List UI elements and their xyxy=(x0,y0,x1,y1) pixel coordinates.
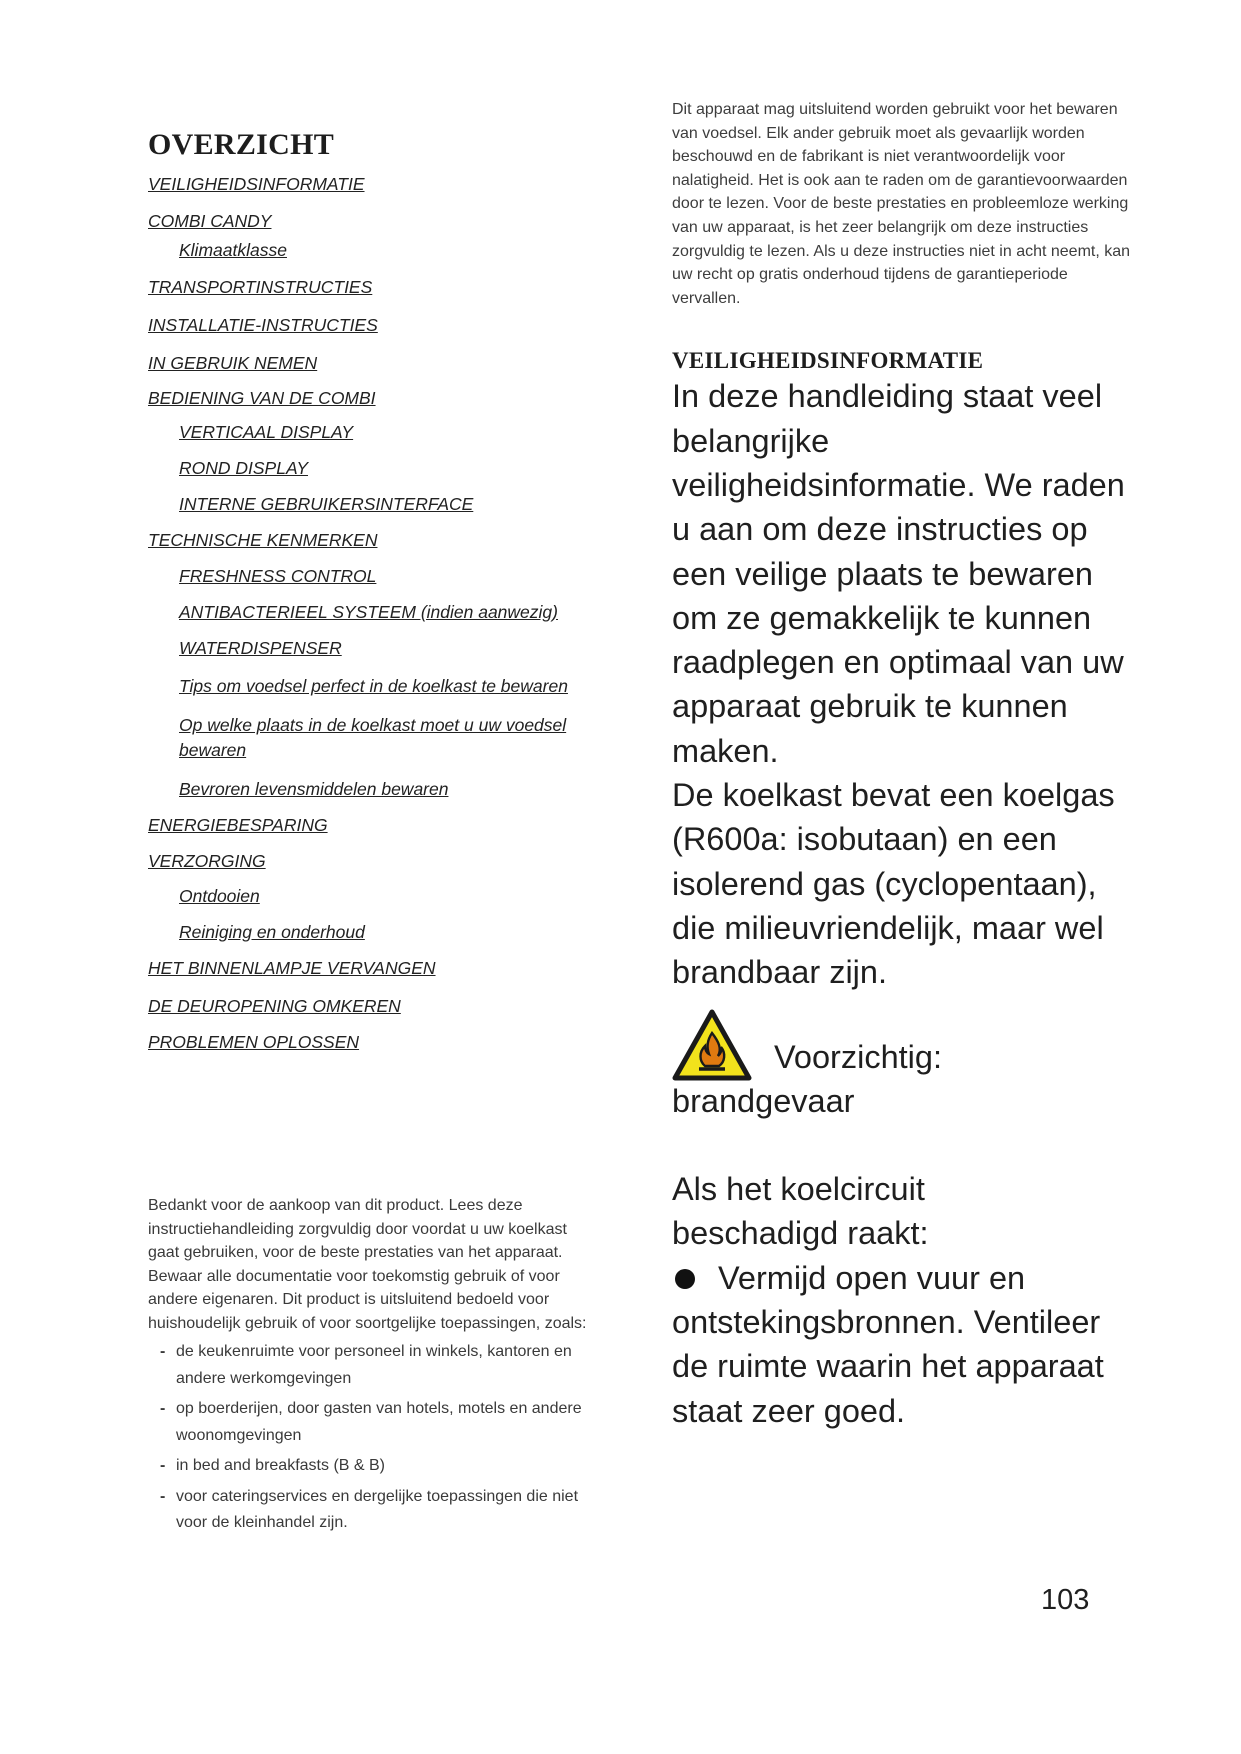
circuit-heading-line1: Als het koelcircuit xyxy=(672,1171,925,1208)
right-column xyxy=(672,98,1132,1433)
usage-item: - in bed and breakfasts (B & B) xyxy=(148,1453,588,1480)
gas-paragraph: De koelkast bevat een koelgas (R600a: isobutaan) en een isolerend gas (cyclopentaan), die milieuvriendelijk, maar wel brandbaar zijn. xyxy=(672,777,1115,991)
caution-label: Voorzichtig: xyxy=(774,1038,943,1075)
usage-item: - de keukenruimte voor personeel in winkels, kantoren en andere werkomgevingen xyxy=(148,1339,588,1392)
toc-item-ontdooien[interactable]: Ontdooien xyxy=(179,886,260,906)
caution-subject: brandgevaar xyxy=(672,1082,855,1119)
toc-item-antibacterieel-systeem[interactable]: ANTIBACTERIEEL SYSTEEM (indien aanwezig) xyxy=(179,602,558,622)
toc-item-rond-display[interactable]: ROND DISPLAY xyxy=(179,458,309,478)
usage-list xyxy=(148,1339,588,1537)
usage-item: - op boerderijen, door gasten van hotels, motels en andere woonomgevingen xyxy=(148,1396,588,1449)
toc-item-freshness-control[interactable]: FRESHNESS CONTROL xyxy=(179,566,377,586)
toc-item-waterdispenser[interactable]: WATERDISPENSER xyxy=(179,638,342,658)
bullet-text: Vermijd open vuur en xyxy=(718,1259,1026,1296)
toc-item-installatie-instructies[interactable]: INSTALLATIE-INSTRUCTIES xyxy=(148,315,378,335)
table-of-contents xyxy=(148,128,588,1053)
toc-item-problemen-oplossen[interactable]: PROBLEMEN OPLOSSEN xyxy=(148,1032,360,1052)
intro-section xyxy=(148,1194,588,1541)
toc-title: OVERZICHT xyxy=(148,128,335,161)
toc-item-bevroren-levensmiddelen[interactable]: Bevroren levensmiddelen bewaren xyxy=(179,779,449,799)
toc-item-transportinstructies[interactable]: TRANSPORTINSTRUCTIES xyxy=(148,277,373,297)
toc-item-plaats-in-koelkast[interactable]: Op welke plaats in de koelkast moet u uw voedsel bewaren xyxy=(179,715,567,760)
toc-item-verzorging[interactable]: VERZORGING xyxy=(148,851,266,871)
page-number: 103 xyxy=(1041,1584,1090,1616)
toc-item-in-gebruik-nemen[interactable]: IN GEBRUIK NEMEN xyxy=(148,353,318,373)
toc-item-interne-gebruikersinterface[interactable]: INTERNE GEBRUIKERSINTERFACE xyxy=(179,494,474,514)
toc-item-reiniging-en-onderhoud[interactable]: Reiniging en onderhoud xyxy=(179,922,365,942)
intro-text: Bedankt voor de aankoop van dit product. Lees deze instructiehandleiding zorgvuldig door voordat u uw koelkast gaat gebruiken, voor de beste prestaties van het apparaat. Bewaar alle documentatie voor toekomstig gebruik of voor andere eigenaren. Dit product is uitsluitend bedoeld voor huishoudelijk gebruik of voor soortgelijke toepassingen, zoals: xyxy=(148,1197,587,1332)
toc-item-veiligheidsinformatie[interactable]: VEILIGHEIDSINFORMATIE xyxy=(148,174,365,194)
dash-bullet-icon: - xyxy=(160,1343,166,1360)
fire-caution xyxy=(672,1009,1132,1124)
toc-item-energiebesparing[interactable]: ENERGIEBESPARING xyxy=(148,815,328,835)
dash-bullet-icon: - xyxy=(160,1487,166,1505)
toc-item-bediening-van-de-combi[interactable]: BEDIENING VAN DE COMBI xyxy=(148,388,376,408)
toc-item-tips-voedsel-bewaren[interactable]: Tips om voedsel perfect in de koelkast te bewaren xyxy=(179,676,568,696)
usage-item: - voor cateringservices en dergelijke toepassingen die niet voor de kleinhandel zijn. xyxy=(148,1484,588,1537)
usage-notice: Dit apparaat mag uitsluitend worden gebruikt voor het bewaren van voedsel. Elk ander gebruik moet als gevaarlijk worden beschouwd en de fabrikant is niet verantwoordelijk voor nalatigheid. Het is ook aan te raden om de garantievoorwaarden door te lezen. Voor de beste prestaties en probleemloze werking van uw apparaat, is het zeer belangrijk om deze instructies zorgvuldig te lezen. Als u deze instructies niet in acht neemt, kan uw recht op gratis onderhoud tijdens de garantieperiode vervallen. xyxy=(672,101,1131,307)
flammable-warning-icon xyxy=(672,1009,752,1081)
toc-item-technische-kenmerken[interactable]: TECHNISCHE KENMERKEN xyxy=(148,530,378,550)
circuit-heading-line2: beschadigd raakt: xyxy=(672,1215,929,1252)
toc-item-klimaatklasse[interactable]: Klimaatklasse xyxy=(179,240,287,260)
toc-item-deuropening-omkeren[interactable]: DE DEUROPENING OMKEREN xyxy=(148,996,401,1016)
toc-item-combi-candy[interactable]: COMBI CANDY xyxy=(148,211,272,231)
bullet-dot-icon xyxy=(675,1269,695,1289)
toc-item-binnenlampje-vervangen[interactable]: HET BINNENLAMPJE VERVANGEN xyxy=(148,958,436,978)
safety-heading: VEILIGHEIDSINFORMATIE xyxy=(672,348,984,374)
bullet-continuation: ontstekingsbronnen. Ventileer de ruimte waarin het apparaat staat zeer goed. xyxy=(672,1303,1104,1429)
toc-list xyxy=(148,174,588,1053)
bullet-item xyxy=(672,1256,1132,1300)
dash-bullet-icon: - xyxy=(160,1400,166,1417)
toc-item-verticaal-display[interactable]: VERTICAAL DISPLAY xyxy=(179,422,354,442)
dash-bullet-icon: - xyxy=(160,1457,166,1474)
safety-paragraph: In deze handleiding staat veel belangrijke veiligheidsinformatie. We raden u aan om deze instructies op een veilige plaats te bewaren om ze gemakkelijk te kunnen raadplegen en optimaal van uw apparaat gebruik te kunnen maken. xyxy=(672,378,1125,769)
